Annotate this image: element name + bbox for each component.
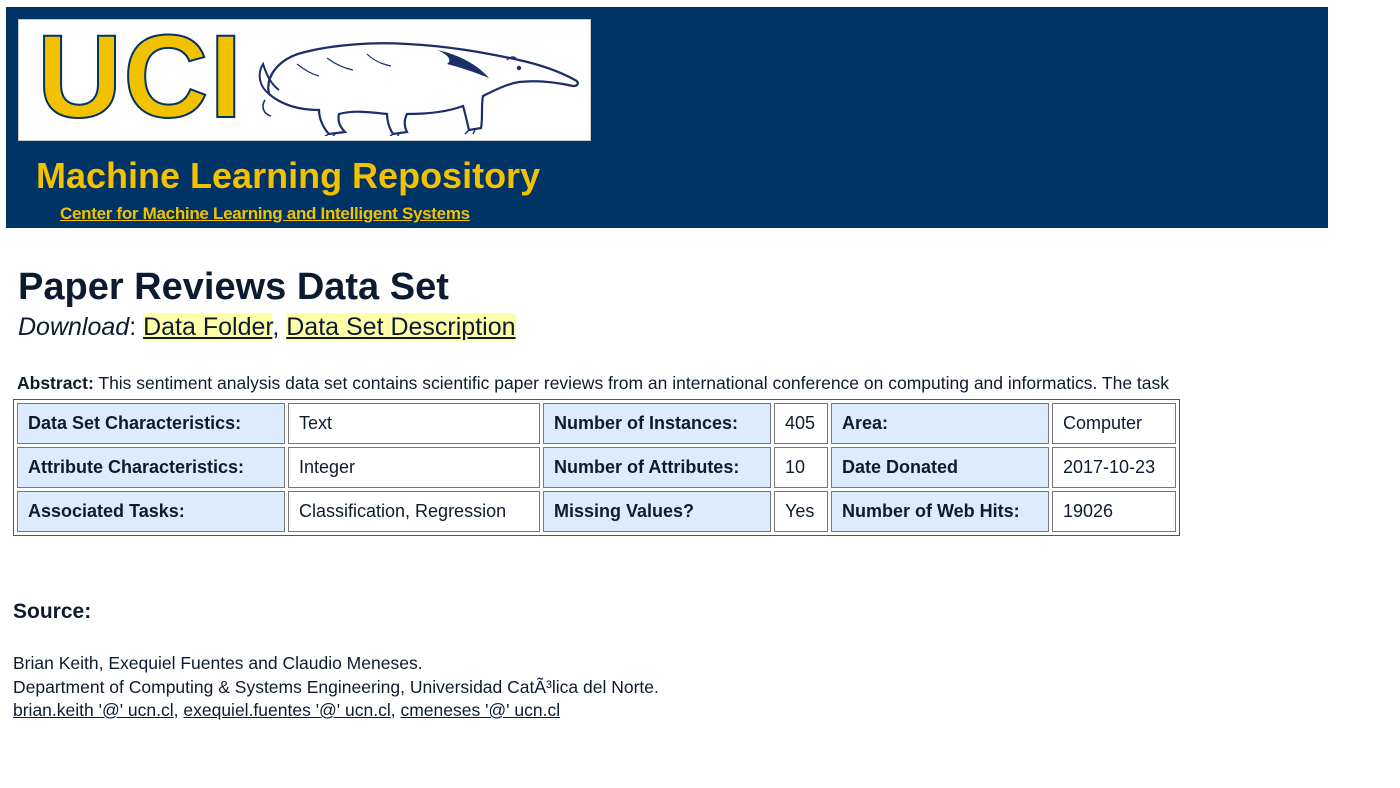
table-value-cell: Classification, Regression [288, 491, 540, 532]
download-line [18, 313, 516, 342]
cml-link[interactable]: Center for Machine Learning and Intelligent Systems [60, 204, 470, 223]
abstract-label: Abstract: [17, 373, 94, 393]
email-link-meneses[interactable]: cmeneses '@' ucn.cl [400, 700, 561, 720]
table-row [17, 491, 1176, 532]
table-key-cell: Missing Values? [543, 491, 771, 532]
table-value-cell: Text [288, 403, 540, 444]
table-value-cell: 19026 [1052, 491, 1176, 532]
download-comma: , [272, 313, 280, 341]
table-key-cell: Associated Tasks: [17, 491, 285, 532]
data-set-description-link[interactable]: Data Set Description [286, 313, 516, 341]
email-link-fuentes[interactable]: exequiel.fuentes '@' ucn.cl [183, 700, 391, 720]
download-label: Download [18, 313, 130, 341]
email-separator: , [390, 700, 401, 720]
table-value-cell: 2017-10-23 [1052, 447, 1176, 488]
email-link-keith[interactable]: brian.keith '@' ucn.cl [13, 700, 174, 720]
download-colon: : [129, 313, 137, 341]
uci-logo-text: UCI [37, 19, 244, 141]
repository-title: Machine Learning Repository [36, 155, 541, 196]
table-row [17, 447, 1176, 488]
header-banner [6, 7, 1328, 228]
table-key-cell: Number of Attributes: [543, 447, 771, 488]
table-value-cell: 405 [774, 403, 828, 444]
table-value-cell: Integer [288, 447, 540, 488]
abstract-text: This sentiment analysis data set contains scientific paper reviews from an international conference on computing and informatics. The task [98, 373, 1170, 393]
source-heading: Source: [13, 600, 92, 623]
uci-logo[interactable] [18, 19, 591, 141]
data-folder-link[interactable]: Data Folder [143, 313, 273, 341]
table-key-cell: Data Set Characteristics: [17, 403, 285, 444]
table-value-cell: Computer [1052, 403, 1176, 444]
table-key-cell: Area: [831, 403, 1049, 444]
table-value-cell: 10 [774, 447, 828, 488]
characteristics-table [13, 399, 1180, 536]
email-separator: , [173, 700, 184, 720]
table-value-cell: Yes [774, 491, 828, 532]
source-emails [13, 700, 560, 721]
table-key-cell: Number of Web Hits: [831, 491, 1049, 532]
table-key-cell: Date Donated [831, 447, 1049, 488]
anteater-icon [257, 24, 587, 136]
table-key-cell: Attribute Characteristics: [17, 447, 285, 488]
page-title: Paper Reviews Data Set [18, 266, 449, 308]
table-row [17, 403, 1176, 444]
table-key-cell: Number of Instances: [543, 403, 771, 444]
source-department: Department of Computing & Systems Engineering, Universidad CatÃ³lica del Norte. [13, 677, 659, 697]
source-authors: Brian Keith, Exequiel Fuentes and Claudio Meneses. [13, 653, 423, 673]
abstract [17, 373, 1330, 395]
